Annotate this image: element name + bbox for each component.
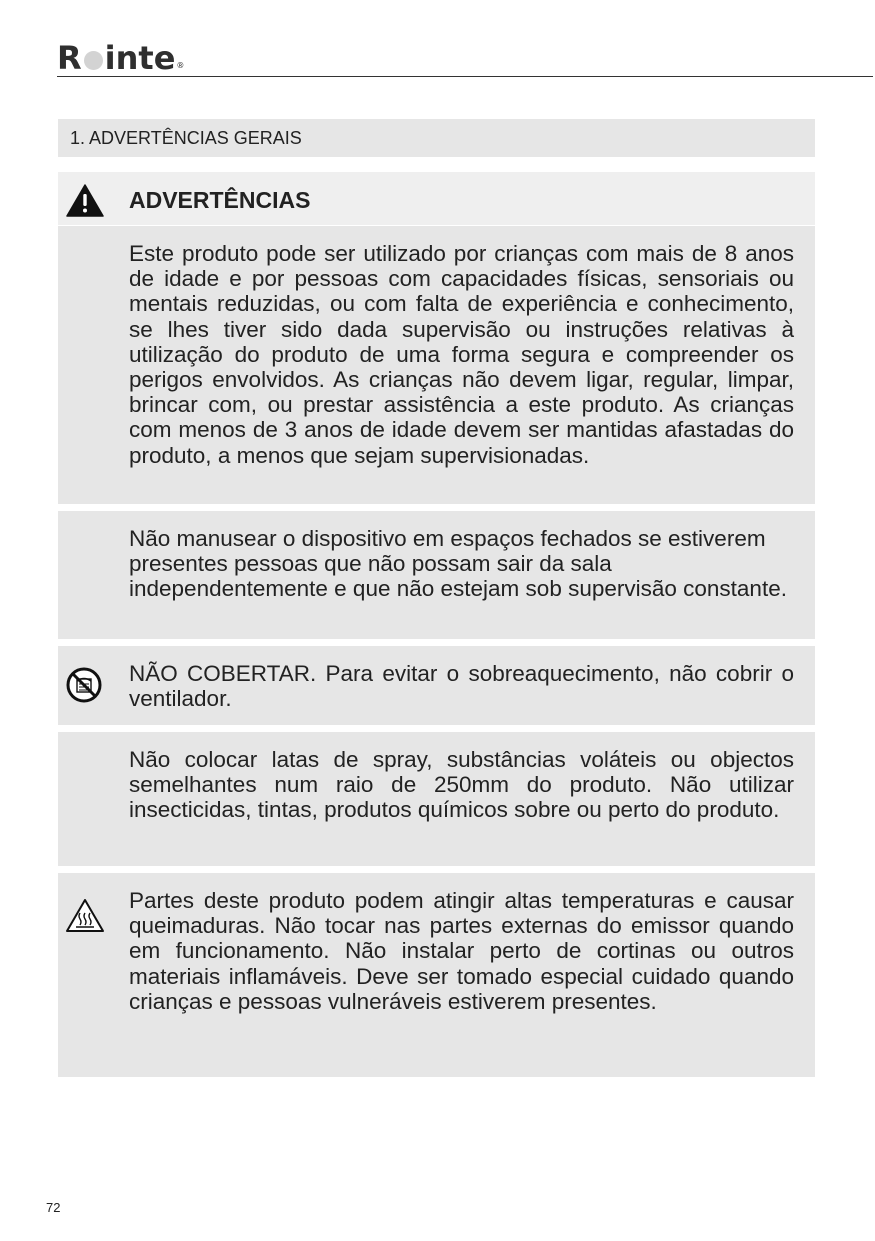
logo-letter-r: R (57, 39, 82, 77)
warning-text-closed-spaces: Não manusear o dispositivo em espaços fechados se estiverem presentes pessoas que não possam sair da sala independentemente e que não estejam sob supervisão constante. (129, 526, 787, 602)
warning-block-sprays (58, 732, 815, 866)
warning-text-children: Este produto pode ser utilizado por crianças com mais de 8 anos de idade e por pessoas com capacidades físicas, sensoriais ou mentais reduzidas, ou com falta de experiência e conhecimento, se lhes tiver sido dada supervisão ou instruções relativas à utilização do produto de uma forma segura e compreender os perigos envolvidos. As crianças não devem ligar, regular, limpar, brincar com, ou prestar assistência a este produto. As crianças com menos de 3 anos de idade devem ser mantidas afastadas do produto, a menos que sejam supervisionadas. (129, 241, 794, 468)
warnings-title-row (58, 172, 815, 225)
do-not-cover-icon (66, 667, 102, 703)
header-rule (57, 76, 873, 77)
warnings-title: ADVERTÊNCIAS (129, 187, 311, 213)
warning-triangle-icon (66, 184, 104, 217)
logo-letters-inte: inte (104, 39, 176, 77)
warning-block-hot-surface (58, 873, 815, 1077)
logo-o-dot (84, 51, 103, 70)
section-heading-bar (58, 119, 815, 157)
section-heading: 1. ADVERTÊNCIAS GERAIS (70, 127, 302, 148)
warning-block-children (58, 226, 815, 504)
registered-mark: ® (176, 61, 185, 70)
warning-block-do-not-cover (58, 646, 815, 725)
warning-block-closed-spaces (58, 511, 815, 639)
warning-text-do-not-cover: NÃO COBERTAR. Para evitar o sobreaquecimento, não cobrir o ventilador. (129, 661, 794, 712)
hot-surface-icon (65, 898, 105, 933)
page-number: 72 (46, 1200, 61, 1215)
warning-text-sprays: Não colocar latas de spray, substâncias voláteis ou objectos semelhantes num raio de 250mm do produto. Não utilizar insecticidas, tintas, produtos químicos sobre ou perto do produto. (129, 747, 794, 823)
warning-text-hot-surface: Partes deste produto podem atingir altas temperaturas e causar queimaduras. Não tocar nas partes externas do emissor quando em funcionamento. Não instalar perto de cortinas ou outros materiais inflamáveis. Deve ser tomado especial cuidado quando crianças e pessoas vulneráveis estiverem presentes. (129, 888, 794, 1014)
brand-logo (57, 38, 185, 77)
